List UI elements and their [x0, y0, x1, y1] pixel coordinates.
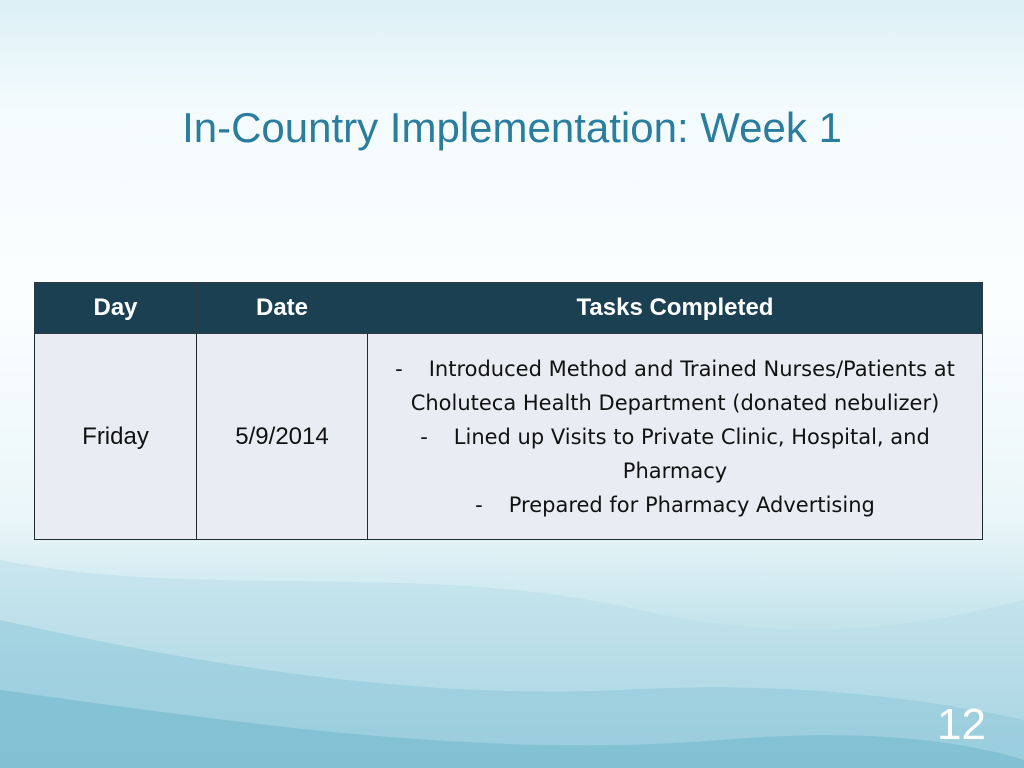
tasks-table — [34, 282, 983, 540]
table-row — [35, 334, 983, 540]
cell-tasks — [368, 334, 983, 540]
task-item — [368, 352, 982, 420]
slide-title: In-Country Implementation: Week 1 — [182, 104, 842, 151]
cell-date: 5/9/2014 — [197, 334, 368, 540]
cell-day: Friday — [35, 334, 197, 540]
table-header-row — [35, 283, 983, 334]
header-date: Date — [197, 283, 368, 334]
dash-bullet: - — [420, 424, 428, 449]
task-text: Lined up Visits to Private Clinic, Hospital, and Pharmacy — [453, 424, 930, 483]
header-day: Day — [35, 283, 197, 334]
dash-bullet: - — [475, 492, 483, 517]
task-item — [368, 420, 982, 488]
task-text: Introduced Method and Trained Nurses/Patients at Choluteca Health Department (donated nebulizer) — [410, 356, 955, 415]
dash-bullet: - — [395, 356, 403, 381]
task-item — [368, 488, 982, 522]
task-text: Prepared for Pharmacy Advertising — [508, 492, 875, 517]
header-tasks: Tasks Completed — [368, 283, 983, 334]
task-list — [368, 352, 982, 522]
page-number: 12 — [937, 700, 986, 749]
